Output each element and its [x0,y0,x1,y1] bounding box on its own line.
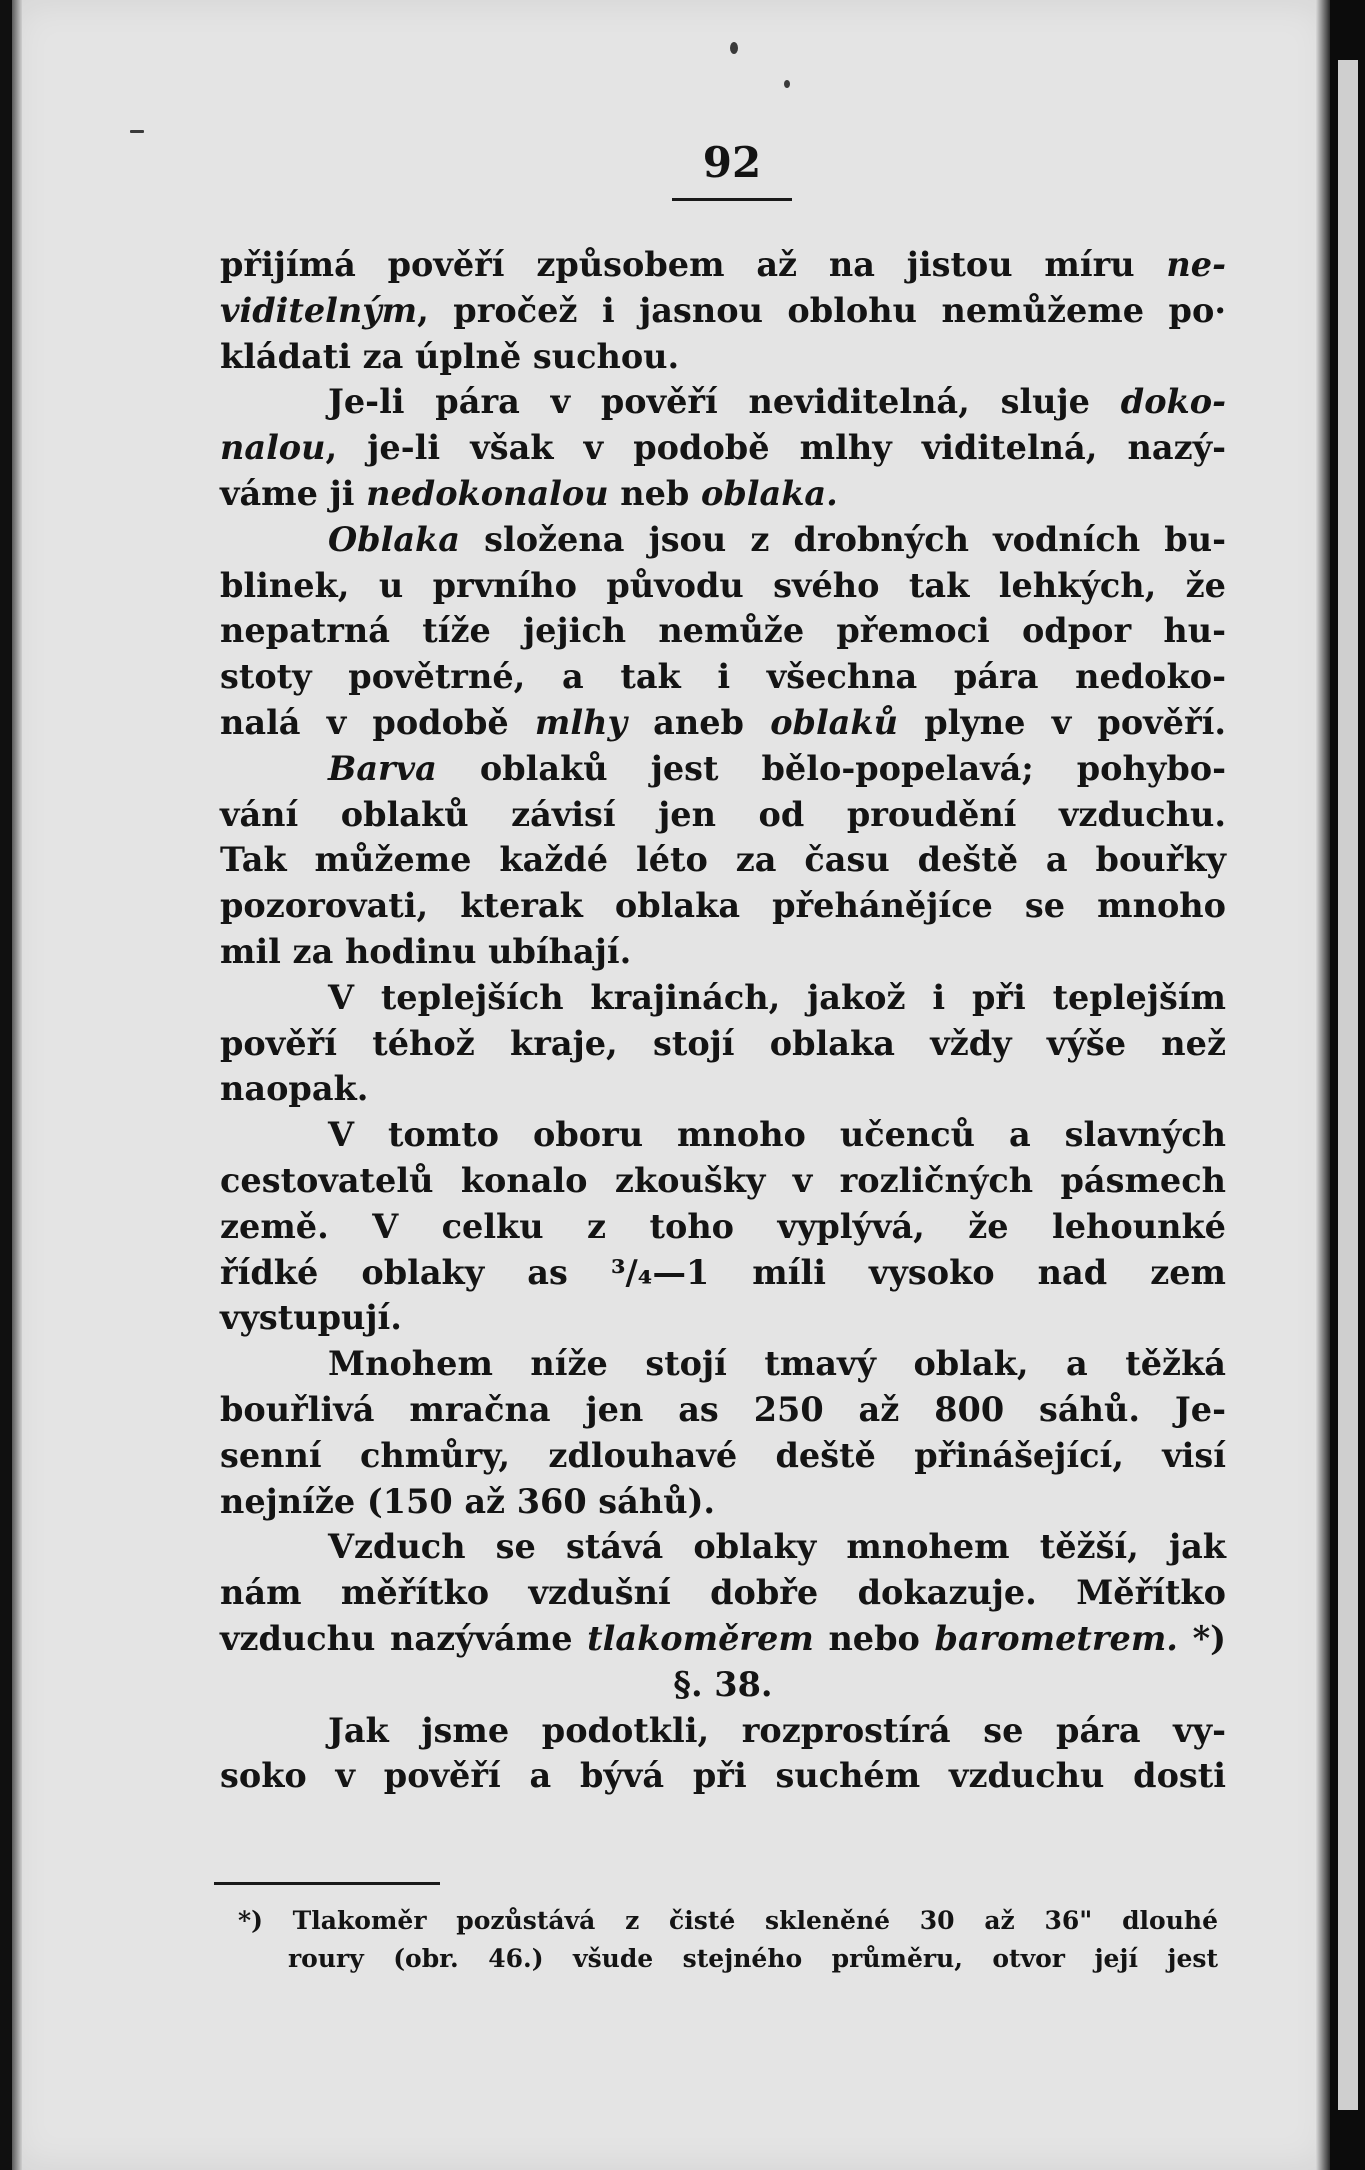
page-edge-right [1316,0,1330,2170]
text-line [220,471,1226,517]
text-line [220,1341,1226,1387]
text-run: složena jsou z drobných vodních bu- [459,519,1226,559]
text-run: řídké oblaky as ³/₄—1 míli vysoko nad zem [220,1252,1226,1292]
footnote-line: *) Tlakoměr pozůstává z čisté skleněné 30 až 36" dlouhé [238,1906,1218,1935]
page-number-rule [672,198,792,201]
text-run: , pročež i jasnou oblohu nemůžeme po· [417,290,1226,330]
text-run: oblaků jest bělo-popelavá; pohybo- [436,748,1226,788]
text-run: soko v pověří a bývá při suchém vzduchu dosti [220,1756,1226,1796]
text-run: váme ji [220,473,367,513]
text-line [220,1570,1226,1616]
text-run: , je-li však v podobě mlhy viditelná, nazý- [325,428,1226,468]
print-speck [130,130,144,133]
italic-text: Oblaka [328,519,460,559]
text-line [220,975,1226,1021]
adjacent-page-leaf [1338,60,1358,2110]
italic-text: tlakoměrem [587,1618,814,1658]
text-line [220,1066,1226,1112]
text-run: *) [1177,1618,1226,1658]
text-line [220,1021,1226,1067]
text-line [220,1708,1226,1754]
text-line [220,746,1226,792]
italic-text: nedokonalou [366,473,609,513]
text-run: vystupují. [220,1298,402,1338]
text-run: nám měřítko vzdušní dobře dokazuje. Měřítko [220,1573,1226,1613]
text-run: plyne v pověří. [897,702,1226,742]
text-run: pověří téhož kraje, stojí oblaka vždy výše než [220,1023,1226,1063]
text-run: neb [608,473,702,513]
text-run: Tak můžeme každé léto za času deště a bouřky [220,840,1226,880]
italic-text: barometrem. [934,1618,1178,1658]
text-line [220,1204,1226,1250]
text-line [220,837,1226,883]
italic-text: mlhy [534,702,627,742]
italic-text: nalou [220,428,326,468]
text-run: Mnohem níže stojí tmavý oblak, a těžká [328,1344,1226,1384]
text-line [220,1479,1226,1525]
text-run: mil za hodinu ubíhají. [220,931,632,971]
text-run: blinek, u prvního původu svého tak lehkých, že [220,565,1226,605]
text-line [220,242,1226,288]
text-line [220,1387,1226,1433]
footnote-line: roury (obr. 46.) všude stejného průměru, otvor její jest [288,1944,1218,1973]
text-run: Je-li pára v pověří neviditelná, sluje [328,382,1121,422]
text-line [220,883,1226,929]
text-run: nalá v podobě [220,702,535,742]
print-speck [784,80,790,88]
body-text [220,242,1226,1799]
text-run: vání oblaků závisí jen od proudění vzduchu. [220,794,1226,834]
text-line [220,1753,1226,1799]
italic-text: Barva [328,748,437,788]
italic-text: doko- [1120,382,1226,422]
text-run: bouřlivá mračna jen as 250 až 800 sáhů. Je- [220,1389,1226,1429]
page-edge-left [12,0,22,2170]
text-line [220,792,1226,838]
text-line [220,379,1226,425]
text-run: nejníže (150 až 360 sáhů). [220,1481,716,1521]
text-line [220,517,1226,563]
text-run: nebo [813,1618,935,1658]
text-line [220,334,1226,380]
section-heading [220,1662,1226,1708]
text-run: §. 38. [673,1664,773,1704]
text-run: pozorovati, kterak oblaka přehánějíce se mnoho [220,886,1226,926]
footnote-rule [214,1882,440,1885]
italic-text: viditelným [220,290,418,330]
print-speck [730,42,738,54]
text-line [220,929,1226,975]
text-run: přijímá pověří způsobem až na jistou míru [220,245,1167,284]
text-run: země. V celku z toho vyplývá, že lehounké [220,1206,1226,1246]
text-run: cestovatelů konalo zkoušky v rozličných pásmech [220,1160,1226,1200]
text-run: V tomto oboru mnoho učenců a slavných [328,1115,1226,1155]
text-line [220,1295,1226,1341]
text-line [220,1250,1226,1296]
book-page [12,0,1330,2170]
adjacent-page-edge [1330,0,1365,2170]
text-line [220,654,1226,700]
text-line [220,425,1226,471]
italic-text: oblaků [770,702,898,742]
text-run: vzduchu nazýváme [220,1618,588,1658]
text-run: naopak. [220,1069,369,1109]
text-run: kládati za úplně suchou. [220,336,680,376]
text-run: senní chmůry, zdlouhavé deště přinášející, visí [220,1435,1226,1475]
text-run: Vzduch se stává oblaky mnohem těžší, jak [328,1527,1226,1567]
text-line [220,563,1226,609]
text-line [220,1616,1226,1662]
text-run: V teplejších krajinách, jakož i při teplejším [328,977,1226,1017]
footnote [238,1902,1218,1978]
text-line [220,288,1226,334]
italic-text: oblaka. [701,473,838,513]
text-line [220,1524,1226,1570]
text-run: stoty povětrné, a tak i všechna pára nedoko- [220,657,1226,697]
text-run: Jak jsme podotkli, rozprostírá se pára vy- [328,1710,1226,1750]
italic-text: ne- [1166,245,1226,284]
page-number: 92 [702,138,762,187]
text-line [220,1112,1226,1158]
text-run: nepatrná tíže jejich nemůže přemoci odpor hu- [220,611,1226,651]
text-run: aneb [626,702,771,742]
text-line [220,700,1226,746]
text-line [220,608,1226,654]
text-line [220,1158,1226,1204]
text-line [220,1433,1226,1479]
